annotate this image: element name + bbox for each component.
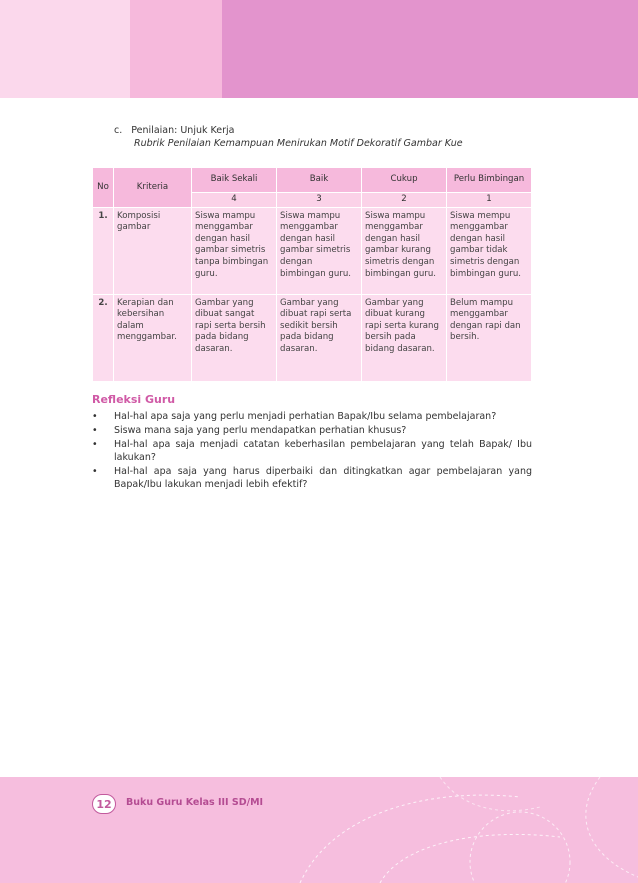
page-number-badge: 12	[92, 794, 116, 814]
reflection-title: Refleksi Guru	[92, 393, 176, 406]
table-row	[93, 294, 532, 381]
rubric-cell: Siswa mempu menggambar dengan hasil gambar tidak simetris dengan bimbingan guru.	[447, 207, 532, 294]
header-no: No	[93, 168, 114, 208]
list-item-text: Hal-hal apa saja menjadi catatan keberhasilan pembelajaran yang telah Bapak/ Ibu lakukan?	[114, 439, 532, 463]
header-band-light	[0, 0, 130, 98]
list-item	[92, 438, 532, 464]
header-band-dark	[222, 0, 638, 98]
bullet-icon: •	[92, 466, 98, 477]
rubric-cell: Gambar yang dibuat kurang rapi serta kurang bersih pada bidang dasaran.	[362, 294, 447, 381]
rubric-cell: Belum mampu menggambar dengan rapi dan bersih.	[447, 294, 532, 381]
assessment-subtitle: Rubrik Penilaian Kemampuan Menirukan Motif Dekoratif Gambar Kue	[134, 138, 463, 149]
assessment-title: Penilaian: Unjuk Kerja	[131, 125, 235, 136]
list-item-text: Hal-hal apa saja yang perlu menjadi perhatian Bapak/Ibu selama pembelajaran?	[114, 411, 497, 422]
bullet-icon: •	[92, 439, 98, 450]
list-item	[92, 424, 532, 437]
header-band-mid	[130, 0, 222, 98]
assessment-label: c.	[114, 125, 123, 136]
rubric-cell: Siswa mampu menggambar dengan hasil gambar simetris tanpa bimbingan guru.	[192, 207, 277, 294]
bullet-icon: •	[92, 425, 98, 436]
rubric-cell: Gambar yang dibuat rapi serta sedikit bersih pada bidang dasaran.	[277, 294, 362, 381]
list-item-text: Hal-hal apa saja yang harus diperbaiki dan ditingkatkan agar pembelajaran yang Bapak/Ibu lakukan menjadi lebih efektif?	[114, 466, 532, 490]
header-score: 1	[447, 193, 532, 208]
assessment-heading	[114, 124, 463, 150]
rubric-cell: Siswa mampu menggambar dengan hasil gambar kurang simetris dengan bimbingan guru.	[362, 207, 447, 294]
rubric-table	[92, 167, 532, 382]
list-item	[92, 410, 532, 423]
rubric-cell: Gambar yang dibuat sangat rapi serta bersih pada bidang dasaran.	[192, 294, 277, 381]
list-item-text: Siswa mana saja yang perlu mendapatkan perhatian khusus?	[114, 425, 407, 436]
book-title: Buku Guru Kelas III SD/MI	[126, 797, 264, 808]
footer-decoration-icon	[0, 777, 638, 883]
header-level: Baik	[277, 168, 362, 193]
header-level: Perlu Bimbingan	[447, 168, 532, 193]
row-number: 1.	[93, 207, 114, 294]
footer-band	[0, 777, 638, 883]
rubric-cell: Siswa mampu menggambar dengan hasil gambar simetris dengan bimbingan guru.	[277, 207, 362, 294]
rubric-header-row	[93, 168, 532, 193]
bullet-icon: •	[92, 411, 98, 422]
header-score: 3	[277, 193, 362, 208]
row-criteria: Komposisi gambar	[114, 207, 192, 294]
header-score: 4	[192, 193, 277, 208]
list-item	[92, 465, 532, 491]
row-criteria: Kerapian dan kebersihan dalam menggambar.	[114, 294, 192, 381]
reflection-list	[92, 410, 532, 492]
header-level: Baik Sekali	[192, 168, 277, 193]
header-criteria: Kriteria	[114, 168, 192, 208]
header-level: Cukup	[362, 168, 447, 193]
header-score: 2	[362, 193, 447, 208]
table-row	[93, 207, 532, 294]
row-number: 2.	[93, 294, 114, 381]
